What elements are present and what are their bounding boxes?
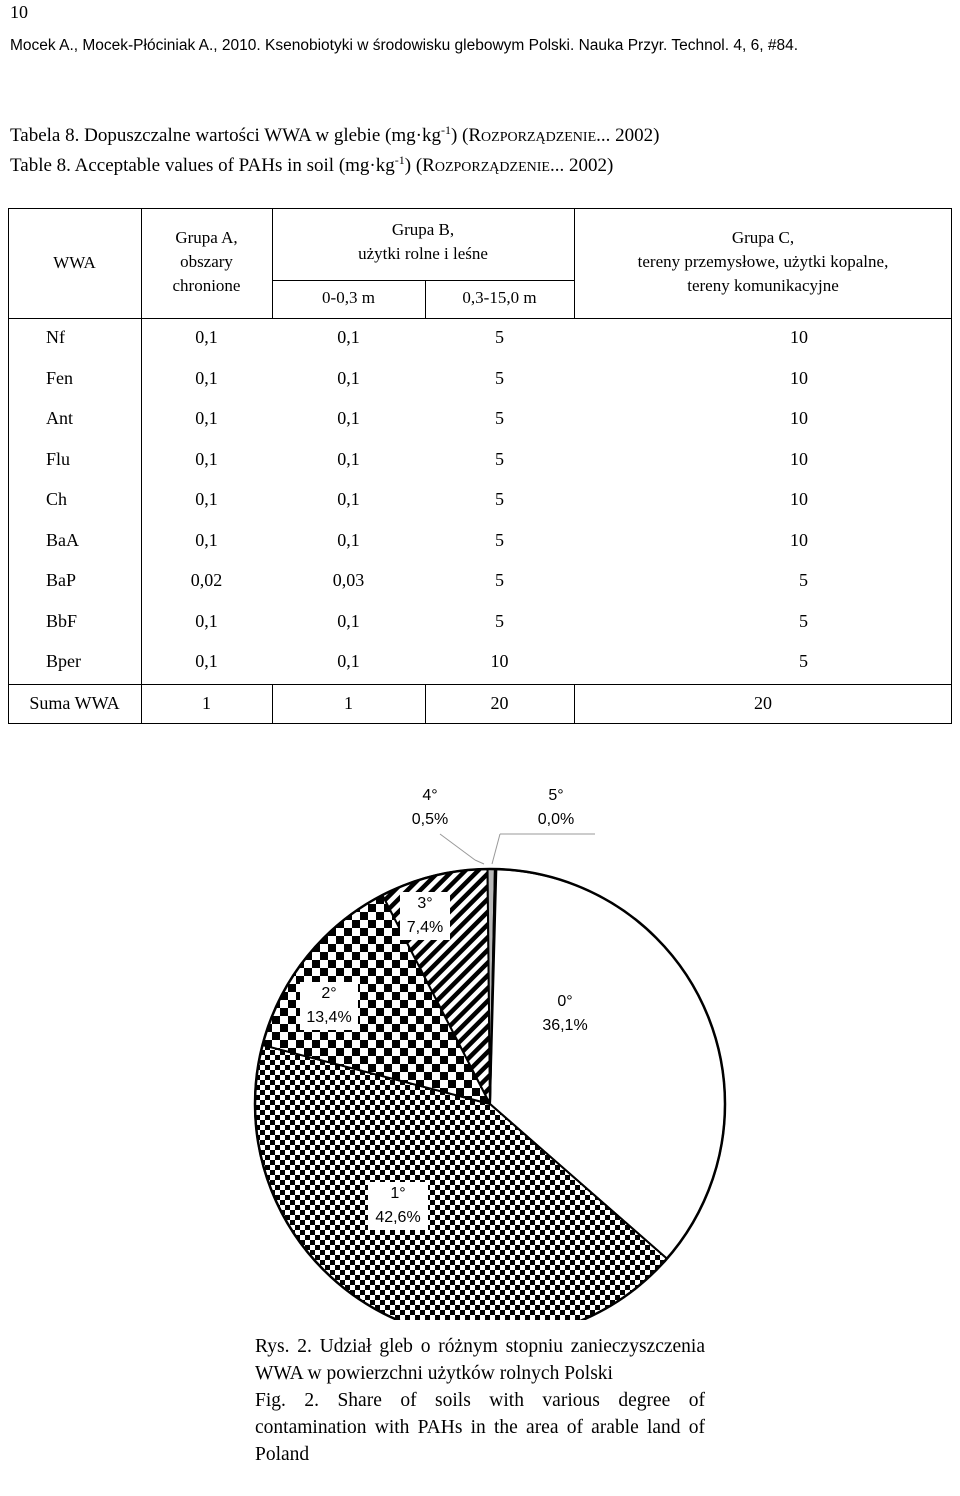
table-cell: 0,1 <box>337 408 360 428</box>
table-row-label: BaP <box>46 570 77 590</box>
table-cell: 5 <box>799 570 808 590</box>
header-group-a: Grupa A, obszary chronione <box>172 228 241 295</box>
table-cell: 0,1 <box>195 651 218 671</box>
table-row-label: Fen <box>46 367 73 388</box>
pie-label-percent: 0,5% <box>411 811 449 828</box>
page-number: 10 <box>10 2 28 22</box>
header-wwa: WWA <box>53 253 96 272</box>
pie-label-2 <box>300 982 358 1030</box>
table-cell: 0,02 <box>190 570 223 590</box>
sum-row-b1: 1 <box>344 693 353 713</box>
sum-row-label: Suma WWA <box>29 693 120 713</box>
pie-label-4 <box>400 784 460 832</box>
pah-limits-table <box>8 208 952 724</box>
table-cell: 0,1 <box>337 489 360 509</box>
table-cell: 10 <box>790 448 808 469</box>
table-cell: 0,1 <box>337 529 360 550</box>
table-cell: 5 <box>495 610 504 631</box>
table-cell: 0,1 <box>195 529 218 550</box>
pie-label-0 <box>520 990 610 1038</box>
table-row-label: Nf <box>46 327 65 347</box>
pie-label-percent: 0,0% <box>537 811 575 828</box>
table-cell: 0,03 <box>332 570 365 590</box>
table-row-label: Ant <box>46 408 73 428</box>
table-row-label: BaA <box>46 529 79 550</box>
header-group-b-depth-1: 0-0,3 m <box>322 288 375 307</box>
sum-row-c: 20 <box>754 693 772 713</box>
table-row-label: Ch <box>46 489 68 509</box>
header-group-b: Grupa B, użytki rolne i leśne <box>358 220 488 263</box>
table-cell: 10 <box>790 408 808 428</box>
header-group-c: Grupa C, tereny przemysłowe, użytki kopalne, tereny komunikacyjne <box>637 228 889 295</box>
table-cell: 10 <box>790 327 808 347</box>
table-cell: 0,1 <box>195 327 218 347</box>
table-cell: 5 <box>495 489 504 509</box>
table-cell: 0,1 <box>195 367 218 388</box>
pie-chart-svg <box>0 760 960 1320</box>
table-cell: 0,1 <box>337 327 360 347</box>
pie-label-1 <box>368 1182 428 1230</box>
table-cell: 5 <box>495 570 504 590</box>
pie-label-3 <box>400 892 450 940</box>
table-cell: 0,1 <box>337 610 360 631</box>
table-cell: 10 <box>790 489 808 509</box>
table-cell: 5 <box>495 529 504 550</box>
table-cell: 0,1 <box>337 651 360 671</box>
pie-label-percent: 42,6% <box>375 1209 421 1226</box>
citation: Mocek A., Mocek-Płóciniak A., 2010. Ksenobiotyki w środowisku glebowym Polski. Nauka Przyr. Technol. 4, 6, #84. <box>10 37 799 54</box>
pie-chart <box>0 760 960 1320</box>
table-cell: 10 <box>490 651 509 671</box>
header-group-b-depth-2: 0,3-15,0 m <box>462 288 537 307</box>
figure-caption-en: Fig. 2. Share of soils with various degree of contamination with PAHs in the area of arable land of Poland <box>255 1390 705 1465</box>
table-caption-pl: Tabela 8. Dopuszczalne wartości WWA w glebie $(mg\cdot kg^{-1})$ (ROZPORZĄDZENIE... 2002) <box>10 123 660 146</box>
pie-label-percent: 36,1% <box>542 1017 588 1034</box>
pie-label-degree: 1° <box>390 1185 406 1202</box>
figure-caption-pl: Rys. 2. Udział gleb o różnym stopniu zanieczyszczenia WWA w powierzchni użytków rolnych Polski <box>255 1336 705 1384</box>
table-cell: 5 <box>495 327 504 347</box>
pie-label-degree: 2° <box>321 985 337 1002</box>
table-cell: 0,1 <box>195 448 218 469</box>
table-cell: 0,1 <box>195 610 218 631</box>
table-cell: 5 <box>495 408 504 428</box>
table-cell: 5 <box>495 448 504 469</box>
table-cell: 10 <box>790 529 808 550</box>
table-cell: 5 <box>799 610 808 631</box>
table-row-label: BbF <box>46 610 78 631</box>
pie-label-percent: 13,4% <box>306 1009 352 1026</box>
table-cell: 0,1 <box>337 448 360 469</box>
table-caption-en: Table 8. Acceptable values of PAHs in soil $(mg\cdot kg^{-1})$ (ROZPORZĄDZENIE... 2002) <box>10 153 614 176</box>
pie-label-degree: 3° <box>417 895 433 912</box>
pie-label-degree: 5° <box>548 787 564 804</box>
pie-label-degree: 0° <box>557 993 573 1010</box>
table-cell: 0,1 <box>195 489 218 509</box>
table-cell: 0,1 <box>337 367 360 388</box>
table-row-label: Bper <box>46 651 81 671</box>
pie-label-percent: 7,4% <box>406 919 444 936</box>
sum-row-b2: 20 <box>490 693 509 713</box>
pie-label-degree: 4° <box>422 787 438 804</box>
table-cell: 0,1 <box>195 408 218 428</box>
table-row-label: Flu <box>46 448 71 469</box>
sum-row-a: 1 <box>202 693 211 713</box>
table-cell: 5 <box>495 367 504 388</box>
pie-label-5 <box>520 784 592 832</box>
table-cell: 10 <box>790 367 808 388</box>
table-cell: 5 <box>799 651 808 671</box>
figure-caption <box>255 1333 705 1468</box>
